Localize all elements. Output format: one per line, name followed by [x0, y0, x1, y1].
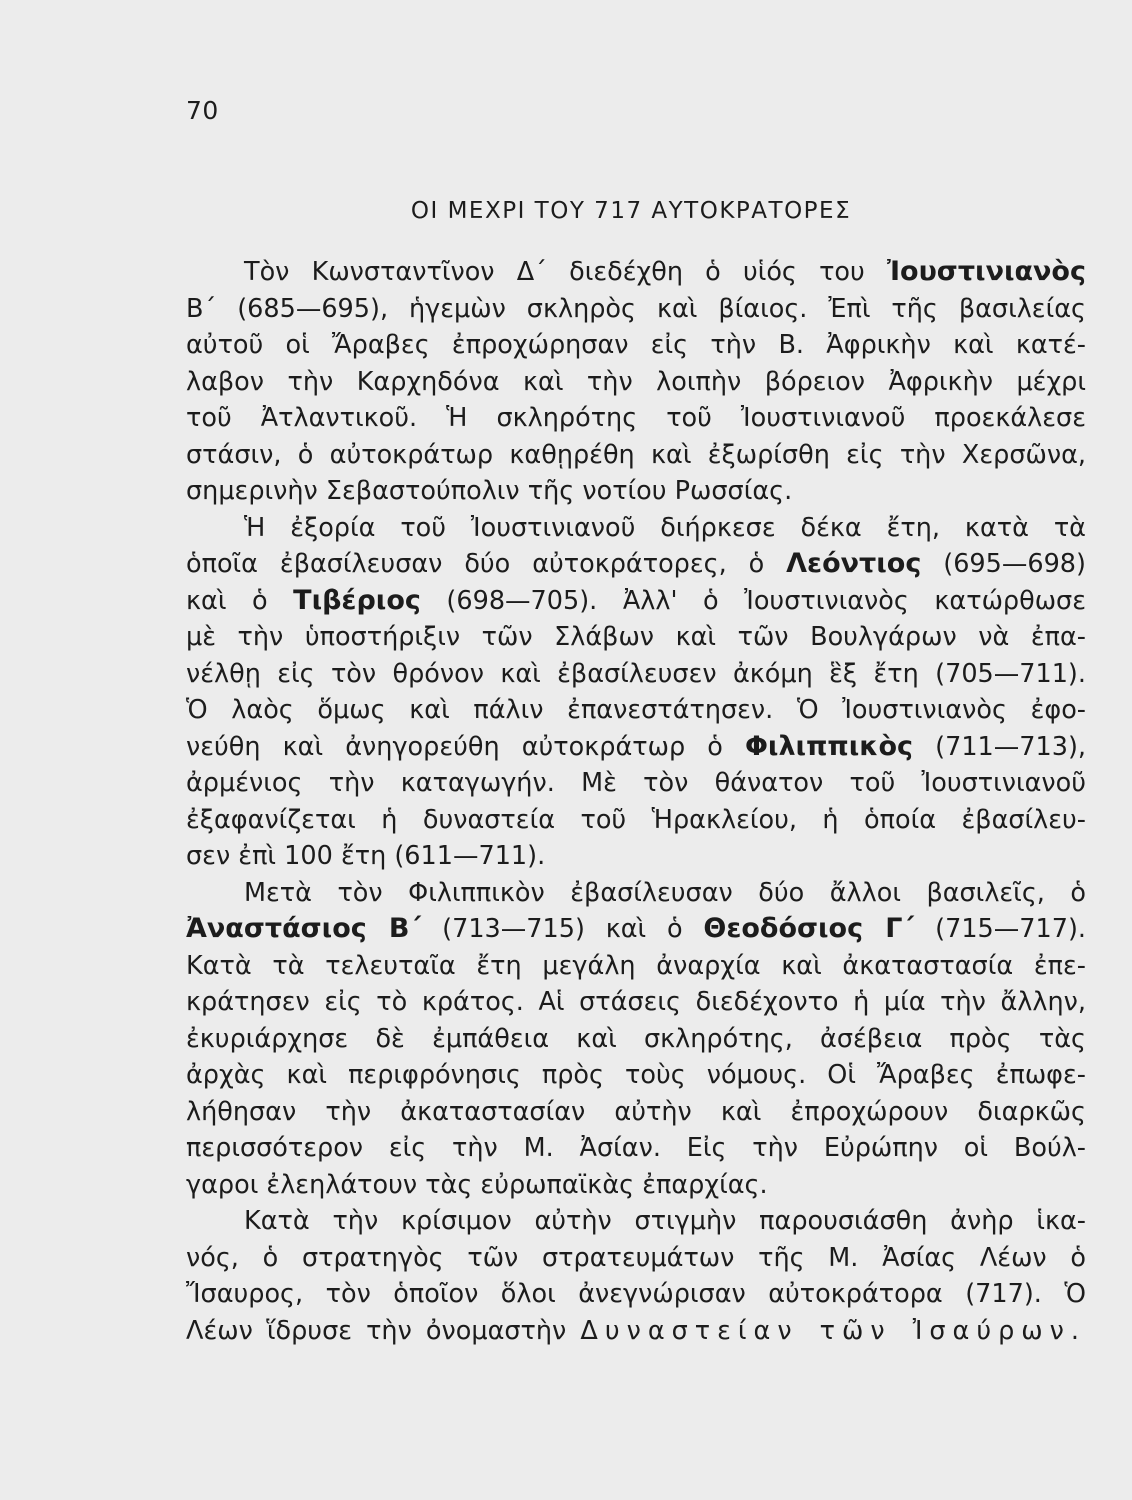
- text-line: νέλθῃ εἰς τὸν θρόνον καὶ ἐβασίλευσεν ἀκόμη ἓξ ἔτη (705—711).: [186, 658, 1086, 689]
- text-line: σεν ἐπὶ 100 ἔτη (611—711).: [186, 841, 546, 871]
- text-line: λήθησαν τὴν ἀκαταστασίαν αὐτὴν καὶ ἐπροχώρουν διαρκῶς: [186, 1096, 1086, 1127]
- text-line: Ἡ ἐξορία τοῦ Ἰουστινιανοῦ διήρκεσε δέκα ἔτη, κατὰ τὰ: [244, 512, 1086, 543]
- text-line: ἐκυριάρχησε δὲ ἐμπάθεια καὶ σκληρότης, ἀσέβεια πρὸς τὰς: [186, 1023, 1086, 1054]
- text-line: αὐτοῦ οἱ Ἄραβες ἐπροχώρησαν εἰς τὴν Β. Ἀφρικὴν καὶ κατέ-: [186, 330, 1086, 360]
- text-line: στάσιν, ὁ αὐτοκράτωρ καθῃρέθη καὶ ἐξωρίσθη εἰς τὴν Χερσῶνα,: [186, 439, 1086, 470]
- body-text: [186, 254, 1086, 1349]
- text-line: γαροι ἐλεηλάτουν τὰς εὐρωπαϊκὰς ἐπαρχίας.: [186, 1169, 768, 1200]
- text-line: νός, ὁ στρατηγὸς τῶν στρατευμάτων τῆς Μ. Ἀσίας Λέων ὁ: [186, 1242, 1086, 1273]
- emphasized-name: Θεοδόσιος Γ΄: [703, 913, 915, 944]
- spaced-emphasis: Δυναστείαν τῶν Ἰσαύρων.: [580, 1315, 1086, 1346]
- text-line: σημερινὴν Σεβαστούπολιν τῆς νοτίου Ρωσσίας.: [186, 476, 793, 506]
- paragraph-3: [186, 875, 1086, 1204]
- text-line: ἀρχὰς καὶ περιφρόνησις πρὸς τοὺς νόμους. Οἱ Ἄραβες ἐπωφε-: [186, 1060, 1086, 1090]
- emphasized-name: Λεόντιος: [786, 548, 922, 579]
- text-line: νεύθη καὶ ἀνηγορεύθη αὐτοκράτωρ ὁ Φιλιππικὸς (711—713),: [186, 730, 1086, 762]
- emphasized-name: Φιλιππικὸς: [744, 730, 914, 762]
- page-number: 70: [186, 96, 219, 125]
- text-line: ὁποῖα ἐβασίλευσαν δύο αὐτοκράτορες, ὁ Λεόντιος (695—698): [186, 548, 1086, 579]
- text-line: τοῦ Ἀτλαντικοῦ. Ἡ σκληρότης τοῦ Ἰουστινιανοῦ προεκάλεσε: [186, 403, 1086, 433]
- text-line: λαβον τὴν Καρχηδόνα καὶ τὴν λοιπὴν βόρειον Ἀφρικὴν μέχρι: [186, 366, 1086, 397]
- text-line: περισσότερον εἰς τὴν Μ. Ἀσίαν. Εἰς τὴν Εὐρώπην οἱ Βούλ-: [186, 1133, 1086, 1163]
- text-line: κράτησεν εἰς τὸ κράτος. Αἱ στάσεις διεδέχοντο ἡ μία τὴν ἄλλην,: [186, 987, 1086, 1017]
- text-line: Κατὰ τὰ τελευταῖα ἔτη μεγάλη ἀναρχία καὶ ἀκαταστασία ἐπε-: [186, 950, 1086, 981]
- chapter-title: ΟΙ ΜΕΧΡΙ ΤΟΥ 717 ΑΥΤΟΚΡΑΤΟΡΕΣ: [410, 198, 852, 224]
- text-line: καὶ ὁ Τιβέριος (698—705). Ἀλλ' ὁ Ἰουστινιανὸς κατώρθωσε: [186, 584, 1087, 616]
- text-line: Μετὰ τὸν Φιλιππικὸν ἐβασίλευσαν δύο ἄλλοι βασιλεῖς, ὁ: [244, 877, 1086, 908]
- text-line: Ἀναστάσιος Β΄ (713—715) καὶ ὁ Θεοδόσιος Γ΄ (715—717).: [186, 913, 1086, 944]
- text-line: μὲ τὴν ὑποστήριξιν τῶν Σλάβων καὶ τῶν Βουλγάρων νὰ ἐπα-: [186, 622, 1086, 652]
- paragraph-4: [186, 1203, 1086, 1349]
- emphasized-name: Τιβέριος: [293, 584, 421, 616]
- text-line: Ὁ λαὸς ὅμως καὶ πάλιν ἐπανεστάτησεν. Ὁ Ἰουστινιανὸς ἐφο-: [186, 695, 1086, 725]
- paragraph-2: [186, 510, 1086, 875]
- text-line: Κατὰ τὴν κρίσιμον αὐτὴν στιγμὴν παρουσιάσθη ἀνὴρ ἱκα-: [244, 1206, 1086, 1236]
- text-line: Β΄ (685—695), ἡγεμὼν σκληρὸς καὶ βίαιος. Ἐπὶ τῆς βασιλείας: [186, 293, 1086, 324]
- text-line: ἐξαφανίζεται ἡ δυναστεία τοῦ Ἡρακλείου, ἡ ὁποία ἐβασίλευ-: [186, 804, 1086, 835]
- emphasized-name: Ἰουστινιανὸς: [886, 256, 1086, 287]
- text-line: Τὸν Κωνσταντῖνον Δ΄ διεδέχθη ὁ υἱός του Ἰουστινιανὸς: [244, 256, 1086, 287]
- paragraph-1: [186, 254, 1086, 510]
- text-line: ἀρμένιος τὴν καταγωγήν. Μὲ τὸν θάνατον τοῦ Ἰουστινιανοῦ: [186, 768, 1086, 798]
- text-line: Ἴσαυρος, τὸν ὁποῖον ὅλοι ἀνεγνώρισαν αὐτοκράτορα (717). Ὁ: [186, 1279, 1086, 1309]
- emphasized-name: Ἀναστάσιος Β΄: [186, 913, 422, 944]
- text-line: Λέων ἵδρυσε τὴν ὀνομαστὴν Δυναστείαν τῶν Ἰσαύρων.: [186, 1315, 1086, 1346]
